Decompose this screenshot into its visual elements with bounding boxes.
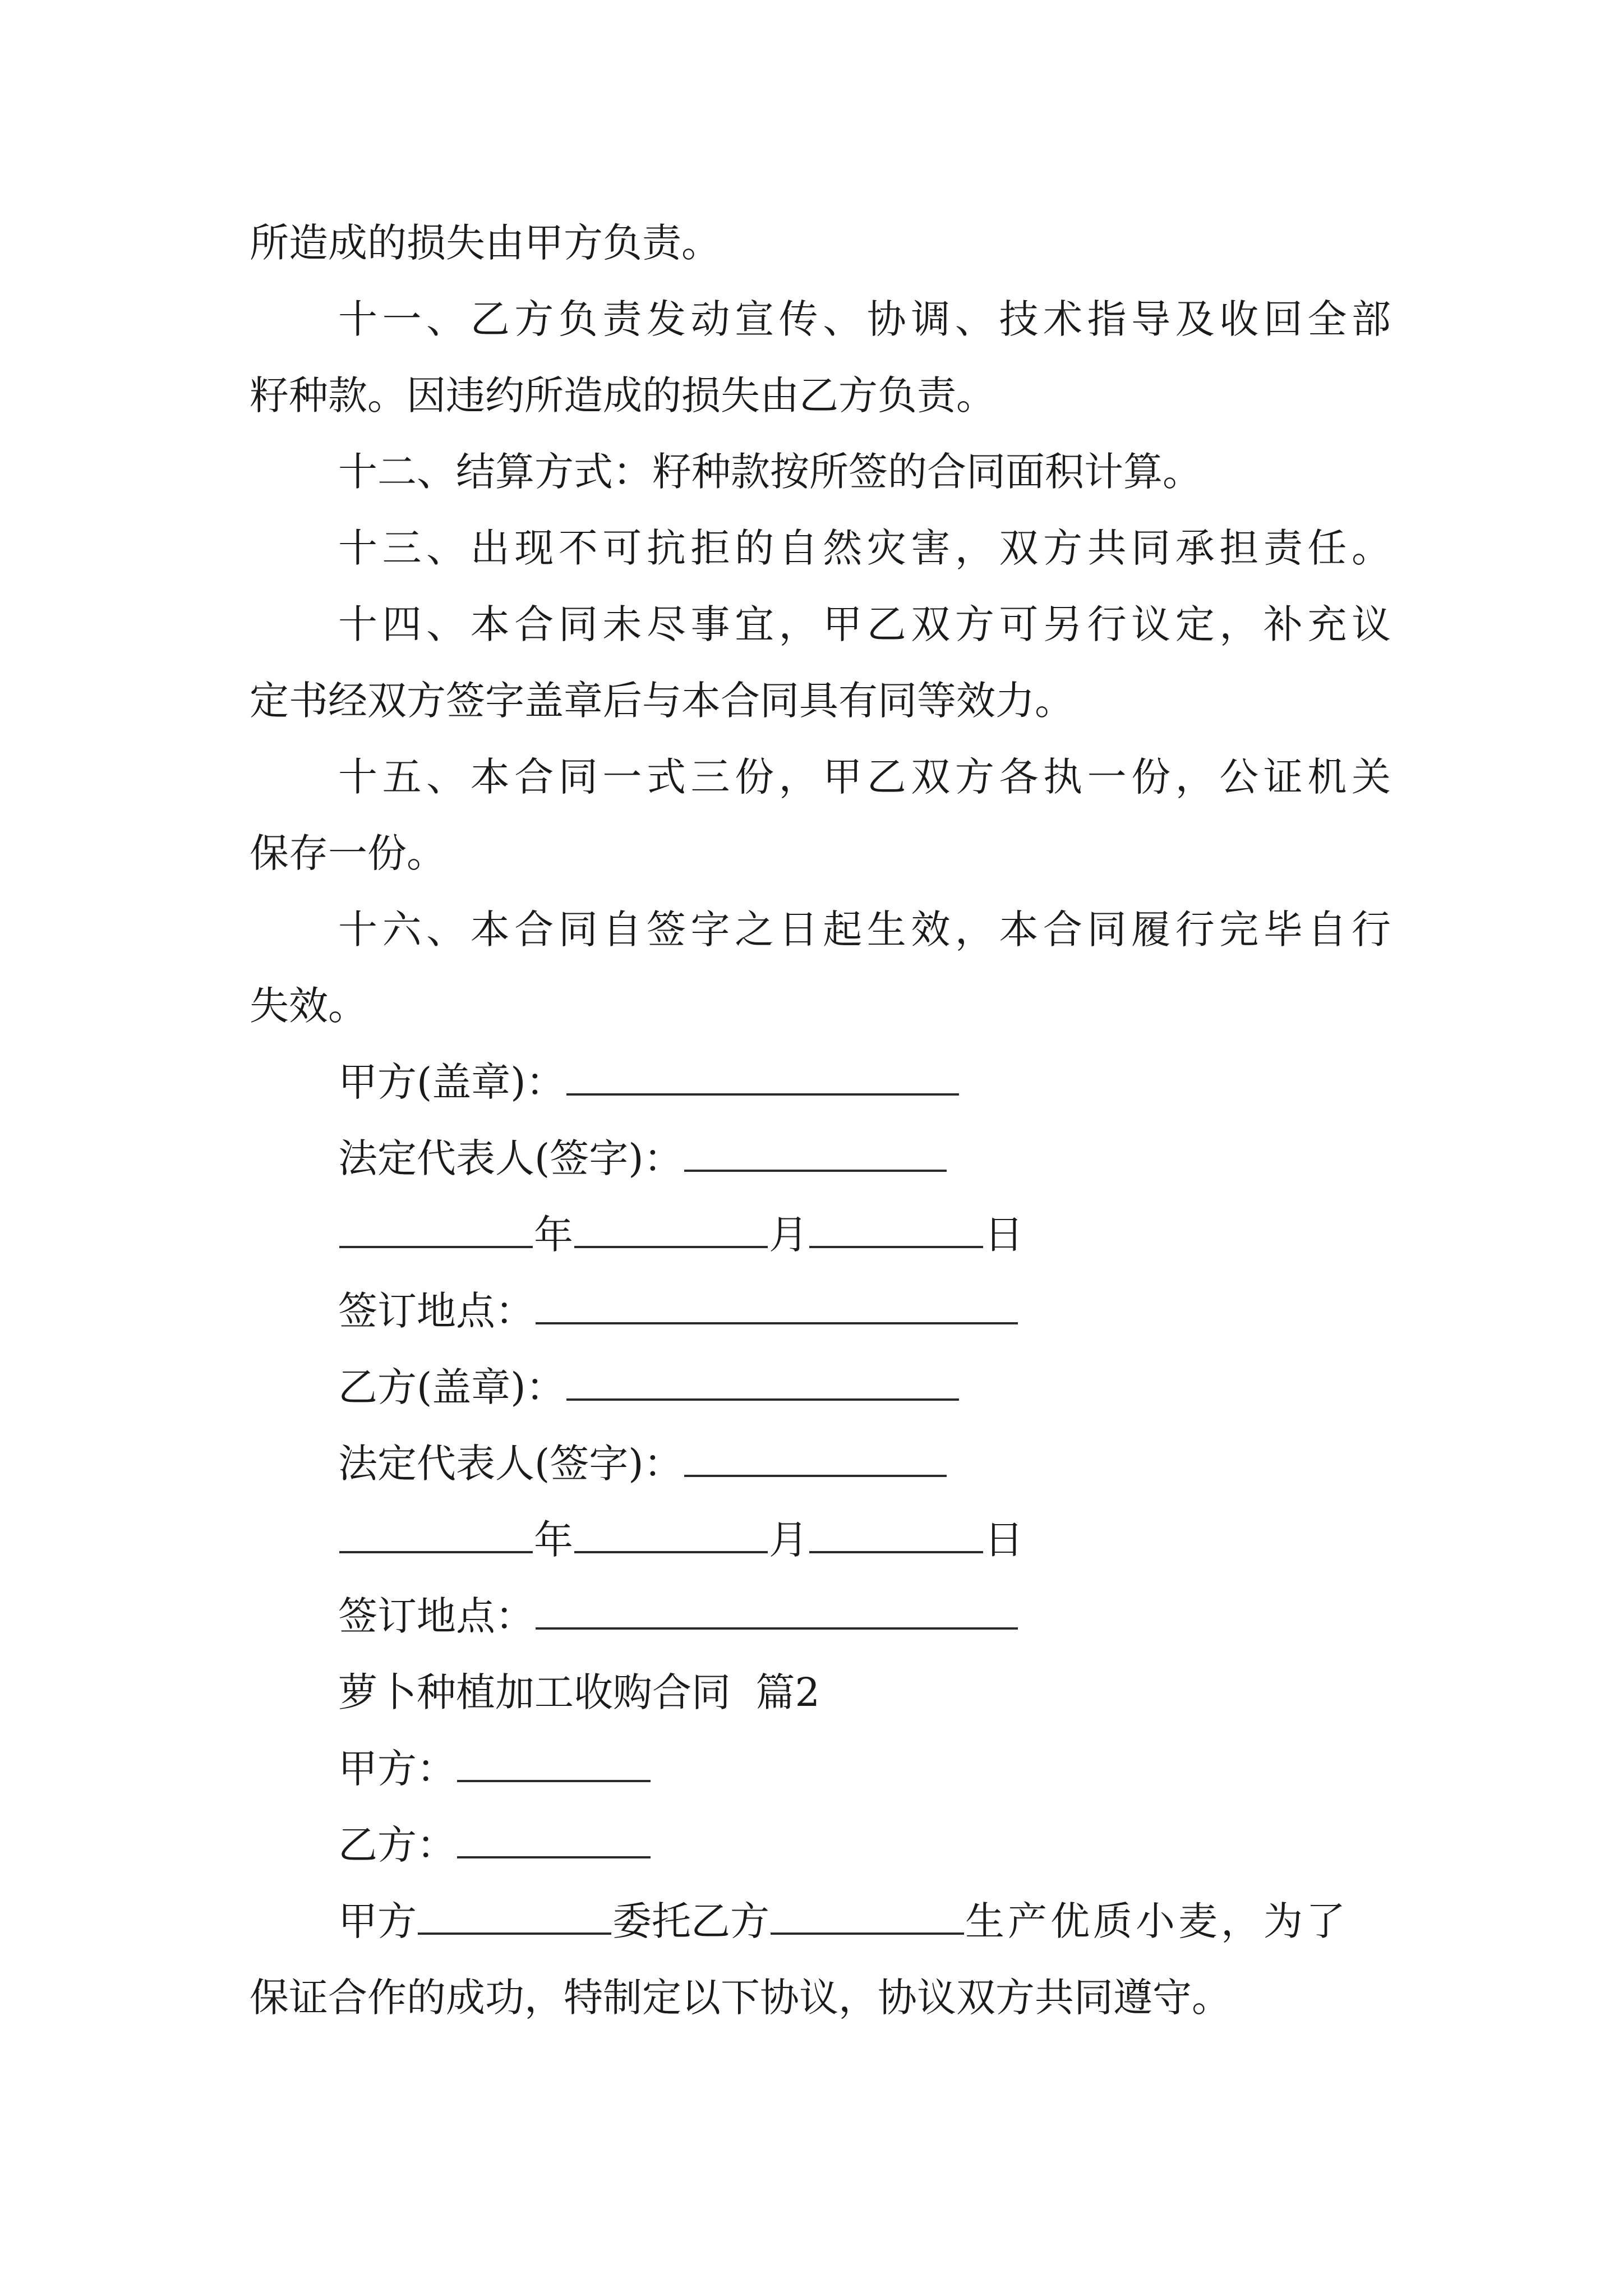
text: 十二、结算方式：籽种款按所签的合同面积计算。 — [338, 449, 1202, 495]
party-b-name-blank[interactable] — [771, 1899, 964, 1935]
day-label: 日 — [984, 1212, 1023, 1258]
section-2-party-a-row — [338, 1743, 652, 1794]
intro-suffix: 生产优质小麦，为了 — [965, 1898, 1349, 1944]
party-b-date-row — [338, 1515, 1023, 1565]
intro-prefix: 甲方 — [338, 1898, 417, 1944]
clause-15-line-1 — [338, 752, 1391, 802]
intro-middle: 委托乙方 — [612, 1898, 769, 1944]
clause-11-line-1 — [338, 294, 1391, 344]
party-b-seal-blank[interactable] — [566, 1365, 959, 1401]
section-2-party-b-row — [338, 1820, 652, 1870]
party-b-rep-row — [338, 1438, 948, 1489]
day-label: 日 — [984, 1517, 1023, 1563]
year-label: 年 — [534, 1517, 573, 1563]
party-b-place-row — [338, 1591, 1019, 1641]
party-a-place-row — [338, 1286, 1019, 1336]
section-2-intro-line-2 — [250, 1972, 1231, 2023]
day-blank[interactable] — [809, 1517, 983, 1553]
party-a-date-row — [338, 1209, 1023, 1260]
text: 所造成的损失由甲方负责。 — [250, 220, 721, 266]
clause-14-line-2 — [250, 675, 1074, 726]
section-2-intro-line-1 — [338, 1896, 1349, 1947]
month-blank[interactable] — [574, 1212, 768, 1248]
section-title: 萝卜种植加工收购合同 篇2 — [338, 1669, 820, 1715]
party-a-seal-label: 甲方(盖章)： — [338, 1059, 565, 1105]
clause-16-line-2 — [250, 981, 367, 1031]
year-blank[interactable] — [339, 1212, 533, 1248]
party-a-rep-label: 法定代表人(签字)： — [338, 1135, 683, 1181]
text: 定书经双方签字盖章后与本合同具有同等效力。 — [250, 678, 1074, 724]
text: 十一、乙方负责发动宣传、协调、技术指导及收回全部 — [338, 296, 1391, 342]
party-b-place-blank[interactable] — [536, 1594, 1018, 1630]
party-a-label: 甲方： — [338, 1746, 456, 1792]
text: 保存一份。 — [250, 830, 446, 876]
party-b-seal-label: 乙方(盖章)： — [338, 1364, 565, 1410]
text: 籽种款。因违约所造成的损失由乙方负责。 — [250, 372, 995, 418]
party-b-place-label: 签订地点： — [338, 1593, 534, 1639]
text: 保证合作的成功，特制定以下协议，协议双方共同遵守。 — [250, 1975, 1231, 2021]
paragraph-line — [250, 218, 721, 268]
month-label: 月 — [769, 1212, 808, 1258]
party-b-label: 乙方： — [338, 1822, 456, 1868]
clause-15-line-2 — [250, 828, 446, 878]
clause-14-line-1 — [338, 599, 1391, 650]
party-a-name-blank[interactable] — [418, 1899, 611, 1935]
clause-16-line-1 — [338, 904, 1391, 955]
clause-11-line-2 — [250, 370, 995, 421]
party-a-place-label: 签订地点： — [338, 1288, 534, 1334]
section-2-title — [338, 1667, 820, 1718]
text: 十五、本合同一式三份，甲乙双方各执一份，公证机关 — [338, 754, 1391, 800]
year-label: 年 — [534, 1212, 573, 1258]
party-a-seal-row — [338, 1057, 960, 1107]
day-blank[interactable] — [809, 1212, 983, 1248]
party-b-seal-row — [338, 1362, 960, 1412]
party-b-rep-label: 法定代表人(签字)： — [338, 1441, 683, 1487]
text: 失效。 — [250, 983, 367, 1029]
party-b-blank[interactable] — [457, 1823, 651, 1858]
party-a-blank[interactable] — [457, 1746, 651, 1782]
party-a-seal-blank[interactable] — [566, 1060, 959, 1096]
party-a-rep-blank[interactable] — [684, 1136, 947, 1172]
party-b-rep-blank[interactable] — [684, 1441, 947, 1477]
text: 十三、出现不可抗拒的自然灾害，双方共同承担责任。 — [338, 525, 1391, 571]
month-label: 月 — [769, 1517, 808, 1563]
year-blank[interactable] — [339, 1517, 533, 1553]
party-a-rep-row — [338, 1133, 948, 1184]
clause-13 — [338, 523, 1391, 573]
party-a-place-blank[interactable] — [536, 1289, 1018, 1324]
text: 十六、本合同自签字之日起生效，本合同履行完毕自行 — [338, 907, 1391, 953]
month-blank[interactable] — [574, 1517, 768, 1553]
text: 十四、本合同未尽事宜，甲乙双方可另行议定，补充议 — [338, 601, 1391, 647]
clause-12 — [338, 447, 1202, 497]
